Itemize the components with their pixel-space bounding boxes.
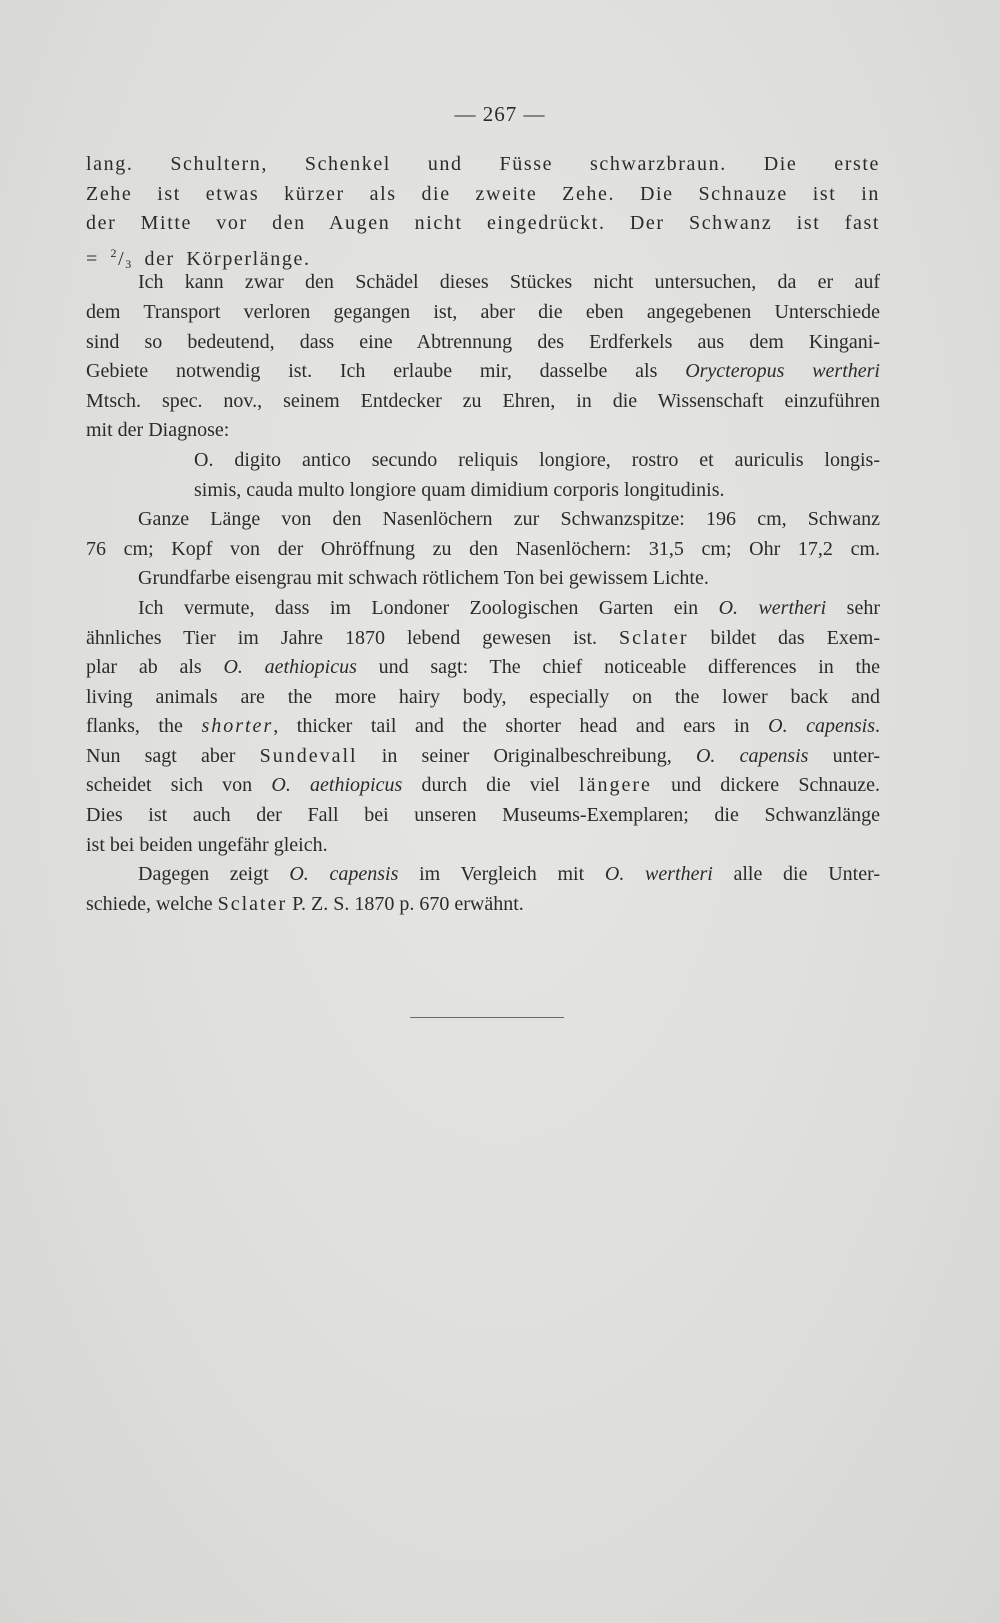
text-line: 76 cm; Kopf von der Ohröffnung zu den Nasenlöchern: 31,5 cm; Ohr 17,2 cm. (86, 537, 880, 560)
text-line: sind so bedeutend, dass eine Abtrennung des Erdferkels aus dem Kingani- (86, 330, 880, 353)
text-line: scheidet sich von O. aethiopicus durch die viel längere und dickere Schnauze. (86, 774, 880, 797)
text-line: Nun sagt aber Sundevall in seiner Originalbeschreibung, O. capensis unter- (86, 744, 880, 767)
paragraph-start: Ganze Länge von den Nasenlöchern zur Schwanzspitze: 196 cm, Schwanz (138, 508, 880, 531)
text-line: plar ab als O. aethiopicus und sagt: The chief noticeable differences in the (86, 656, 880, 679)
text-line: ist bei beiden ungefähr gleich. (86, 833, 328, 856)
species-name: O. capensis (768, 715, 876, 738)
author-name: Sclater (217, 892, 288, 915)
paragraph-start: Ich vermute, dass im Londoner Zoologischen Garten ein O. wertheri sehr (138, 596, 880, 619)
text-line: = $^2/_3$ der Körperlänge. (86, 245, 311, 271)
fraction-slash: / (118, 247, 126, 270)
paragraph-start: Grundfarbe eisengrau mit schwach rötlichem Ton bei gewissem Lichte. (138, 567, 709, 590)
text-line: der Mitte vor den Augen nicht eingedrückt. Der Schwanz ist fast (86, 212, 880, 235)
species-name: O. aethiopicus (223, 656, 357, 679)
page-number: — 267 — (454, 102, 546, 126)
text-line: flanks, the shorter, thicker tail and the shorter head and ears in O. capensis. (86, 715, 880, 738)
species-name: O. aethiopicus (271, 774, 403, 797)
text-line: Zehe ist etwas kürzer als die zweite Zehe. Die Schnauze ist in (86, 182, 880, 205)
body-text (86, 150, 880, 919)
emphasis: längere (579, 774, 652, 797)
fraction-numerator: 2 (110, 245, 119, 260)
emphasis: shorter (201, 715, 274, 738)
text-line: dem Transport verloren gegangen ist, aber die eben angegebenen Unterschiede (86, 300, 880, 323)
diagnosis-line: O. digito antico secundo reliquis longiore, rostro et auriculis longis- (194, 448, 880, 471)
text-line: lang. Schultern, Schenkel und Füsse schwarzbraun. Die erste (86, 153, 880, 175)
author-name: Sclater (619, 626, 689, 649)
paragraph-start: Ich kann zwar den Schädel dieses Stückes nicht untersuchen, da er auf (138, 271, 880, 294)
text-line: living animals are the more hairy body, especially on the lower back and (86, 685, 880, 708)
author-name: Sundevall (259, 744, 358, 767)
text-line: Dies ist auch der Fall bei unseren Museums-Exemplaren; die Schwanzlänge (86, 804, 880, 827)
end-rule (410, 1017, 564, 1018)
text-line: Mtsch. spec. nov., seinem Entdecker zu Ehren, in die Wissenschaft einzuführen (86, 389, 880, 412)
species-name: O. capensis (695, 744, 809, 767)
diagnosis-line: simis, cauda multo longiore quam dimidium corporis longitudinis. (194, 478, 725, 501)
text-line: schiede, welche Sclater P. Z. S. 1870 p. 670 erwähnt. (86, 892, 524, 915)
text-line: mit der Diagnose: (86, 419, 230, 442)
species-name: Orycteropus wertheri (685, 360, 880, 383)
text-line: Gebiete notwendig ist. Ich erlaube mir, dasselbe als Orycteropus wertheri (86, 360, 880, 383)
species-name: O. capensis (289, 863, 399, 886)
paragraph-start: Dagegen zeigt O. capensis im Vergleich mit O. wertheri alle die Unter- (138, 863, 880, 886)
species-name: O. wertheri (718, 596, 827, 619)
species-name: O. wertheri (604, 863, 713, 886)
fraction-denominator: 3 (125, 256, 133, 271)
text-line: ähnliches Tier im Jahre 1870 lebend gewesen ist. Sclater bildet das Exem- (86, 626, 880, 649)
